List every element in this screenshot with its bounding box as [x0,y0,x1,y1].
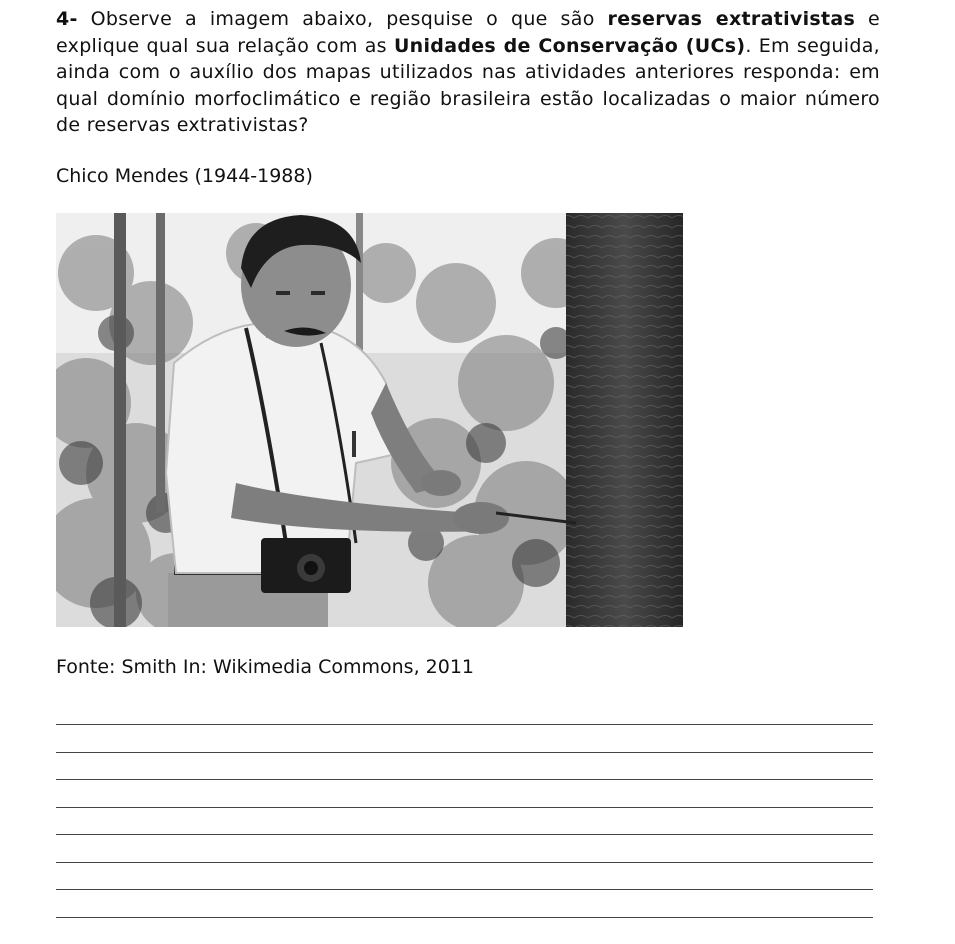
answer-line [56,724,873,725]
term-reservas-extrativistas: reservas extrativistas [607,8,856,30]
answer-line [56,834,873,835]
question-part-2: e explique qual sua relação com as [56,8,881,57]
answer-line [56,862,873,863]
question-part-1: Observe a imagem abaixo, pesquise o que são [77,8,608,30]
answer-lines [56,724,873,944]
question-part-3: . Em seguida, ainda com o auxílio dos mapas utilizados nas atividades anteriores responda: em qual domínio morfoclimático e região brasileira estão localizadas o maior número de reservas extrativistas? [56,34,881,136]
term-unidades-de-conservacao: Unidades de Conservação (UCs) [393,34,746,57]
answer-line [56,807,873,808]
photo-source: Fonte: Smith In: Wikimedia Commons, 2011 [56,656,475,678]
question-text [56,6,880,139]
answer-line [56,779,873,780]
photo-caption: Chico Mendes (1944-1988) [56,165,313,187]
question-number: 4- [56,8,78,30]
answer-line [56,889,873,890]
answer-line [56,917,873,918]
answer-line [56,752,873,753]
chico-mendes-photo [56,213,683,627]
